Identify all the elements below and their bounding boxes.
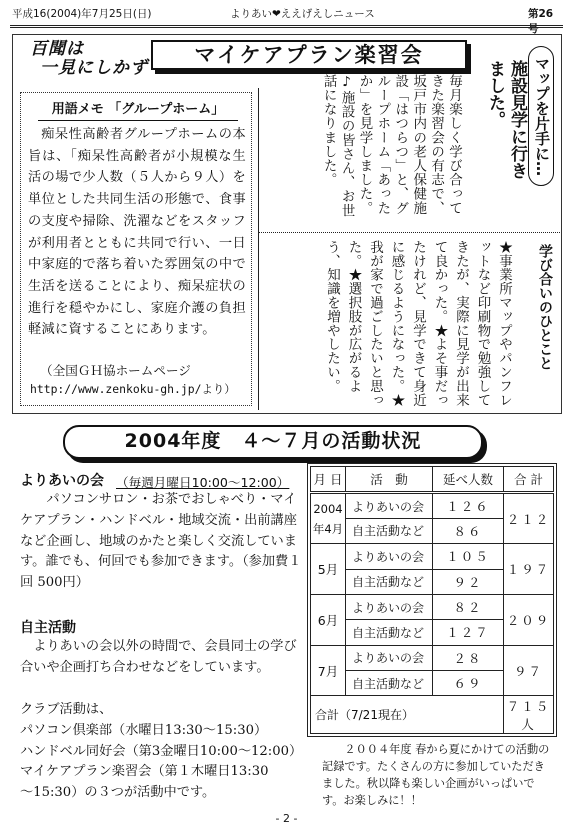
- total-cell: ２１２: [504, 493, 554, 544]
- activity-cell: よりあいの会: [346, 544, 433, 569]
- club-line: マイケアプラン楽習会（第１木曜日13:30: [20, 764, 269, 780]
- activity-cell: 自主活動など: [346, 518, 433, 543]
- count-cell: ９２: [433, 569, 504, 594]
- club-line: ハンドベル同好会（第3金曜日10:00～12:00）: [20, 743, 303, 759]
- newsletter-name: よりあい❤ええげえしニュース: [230, 8, 375, 20]
- col-header-activity: 活 動: [346, 467, 433, 493]
- footer-label: 合計（7/21現在）: [311, 696, 504, 734]
- month-cell: 7月: [311, 645, 346, 696]
- count-cell: ２８: [433, 645, 504, 670]
- club-line: パソコン倶楽部（水曜日13:30～15:30）: [20, 722, 268, 738]
- table-row: [311, 645, 554, 670]
- activity-cell: よりあいの会: [346, 493, 433, 518]
- club-line: クラブ活動は、: [20, 702, 113, 717]
- col-header-month: 月 日: [311, 467, 346, 493]
- count-cell: ６９: [433, 671, 504, 696]
- activity-title: 2004年度 ４～７月の活動状況: [63, 425, 483, 459]
- trip-heading: 施設見学に行きました。: [485, 60, 527, 179]
- count-cell: １２７: [433, 620, 504, 645]
- issue-date: 平成16(2004)年7月25日(日): [12, 8, 152, 20]
- total-cell: １９７: [504, 544, 554, 595]
- header-rule: [10, 25, 563, 26]
- memo-body: 痴呆性高齢者グループホームの本旨は、「痴呆性高齢者が小規模な生活の場で少人数（５人から９人）を単位とした共同生活の形態で、食事の支度や掃除、洗濯などをスタッフが利用者とともに共同で行い、一日中家庭的で落ち着いた雰囲気の中で生活を送ることにより、痴呆症状の進行を穏やかにし、家庭介護の負担軽減に資することにあります。: [28, 127, 246, 338]
- activity-cell: よりあいの会: [346, 645, 433, 670]
- col-header-total: 合 計: [504, 467, 554, 493]
- column-divider: [258, 88, 259, 410]
- table-header-row: [311, 467, 554, 493]
- page-number: - 2 -: [275, 812, 298, 825]
- footer-total: ７１５人: [504, 696, 554, 734]
- jishu-body: よりあいの会以外の時間で、会員同士の学び合いや企画打ち合わせなどをしています。: [20, 639, 297, 675]
- catch-phrase: [30, 40, 150, 78]
- issue-number: 第26号: [528, 8, 554, 35]
- yoriai-schedule: （毎週月曜日10:00～12:00）: [116, 475, 290, 490]
- trip-side-heading: マップを片手に…: [528, 46, 554, 186]
- activity-cell: 自主活動など: [346, 671, 433, 696]
- month-cell: 6月: [311, 594, 346, 645]
- total-cell: ２０９: [504, 594, 554, 645]
- table-footer-row: [311, 696, 554, 734]
- yoriai-body: パソコンサロン・お茶でおしゃべり・マイケアプラン・ハンドベル・地域交流・出前講座など企画し、地域のかたと楽しく交流しています。誰でも、何回でも参加できます。（参加費１回 500円）: [20, 492, 302, 591]
- yoriai-heading: よりあいの会: [20, 473, 104, 489]
- trip-body: 毎月楽しく学び合ってきた楽習会の有志で、坂戸市内の老人保健施設「はつらつ」と、グループホーム「あったか」を見学しました。♪施設の皆さん、お世話になりました。: [320, 74, 462, 218]
- comments-heading: 学び合いのひとこと: [537, 244, 553, 370]
- month-cell: 2004年4月: [311, 493, 346, 544]
- club-list: [20, 700, 302, 804]
- club-line: ～15:30）の３つが活動中です。: [20, 785, 216, 801]
- count-cell: ８２: [433, 594, 504, 619]
- comments-body: ★事業所マップやパンフレットなど印刷物で勉強してきたが、実際に見学が出来て良かった。★よそ事だったけれど、見学できて身近に感じるようになった。★我が家で過ごしたいと思った。★選択肢が広がるよう、知識を増やしたい。: [324, 240, 512, 407]
- col-header-count: 延べ人数: [433, 467, 504, 493]
- page-header: [12, 6, 562, 35]
- activity-cell: 自主活動など: [346, 569, 433, 594]
- count-cell: １２６: [433, 493, 504, 518]
- count-cell: １０５: [433, 544, 504, 569]
- memo-source-url: http://www.zenkoku-gh.jp/より）: [30, 382, 236, 396]
- activity-table: [310, 466, 554, 734]
- total-cell: ９７: [504, 645, 554, 696]
- activity-note: ２００４年度 春から夏にかけての活動の記録です。たくさんの方に参加していただきました。秋以降も楽しい企画がいっぱいです。お楽しみに！！: [322, 743, 550, 807]
- catch-line-1: 百聞は: [30, 39, 84, 59]
- month-cell: 5月: [311, 544, 346, 595]
- memo-title: 用語メモ 「グループホーム」: [38, 98, 238, 121]
- activity-cell: 自主活動など: [346, 620, 433, 645]
- activity-cell: よりあいの会: [346, 594, 433, 619]
- catch-line-2: 一見にしかず: [40, 58, 148, 78]
- jishu-heading: 自主活動: [20, 620, 76, 636]
- memo-source: （全国ＧＨ協ホームページ: [40, 363, 191, 378]
- section-divider: [258, 232, 560, 233]
- table-row: [311, 493, 554, 518]
- count-cell: ８６: [433, 518, 504, 543]
- article-title: マイケアプラン楽習会: [151, 40, 467, 70]
- table-row: [311, 594, 554, 619]
- header-rule: [10, 27, 563, 28]
- table-row: [311, 544, 554, 569]
